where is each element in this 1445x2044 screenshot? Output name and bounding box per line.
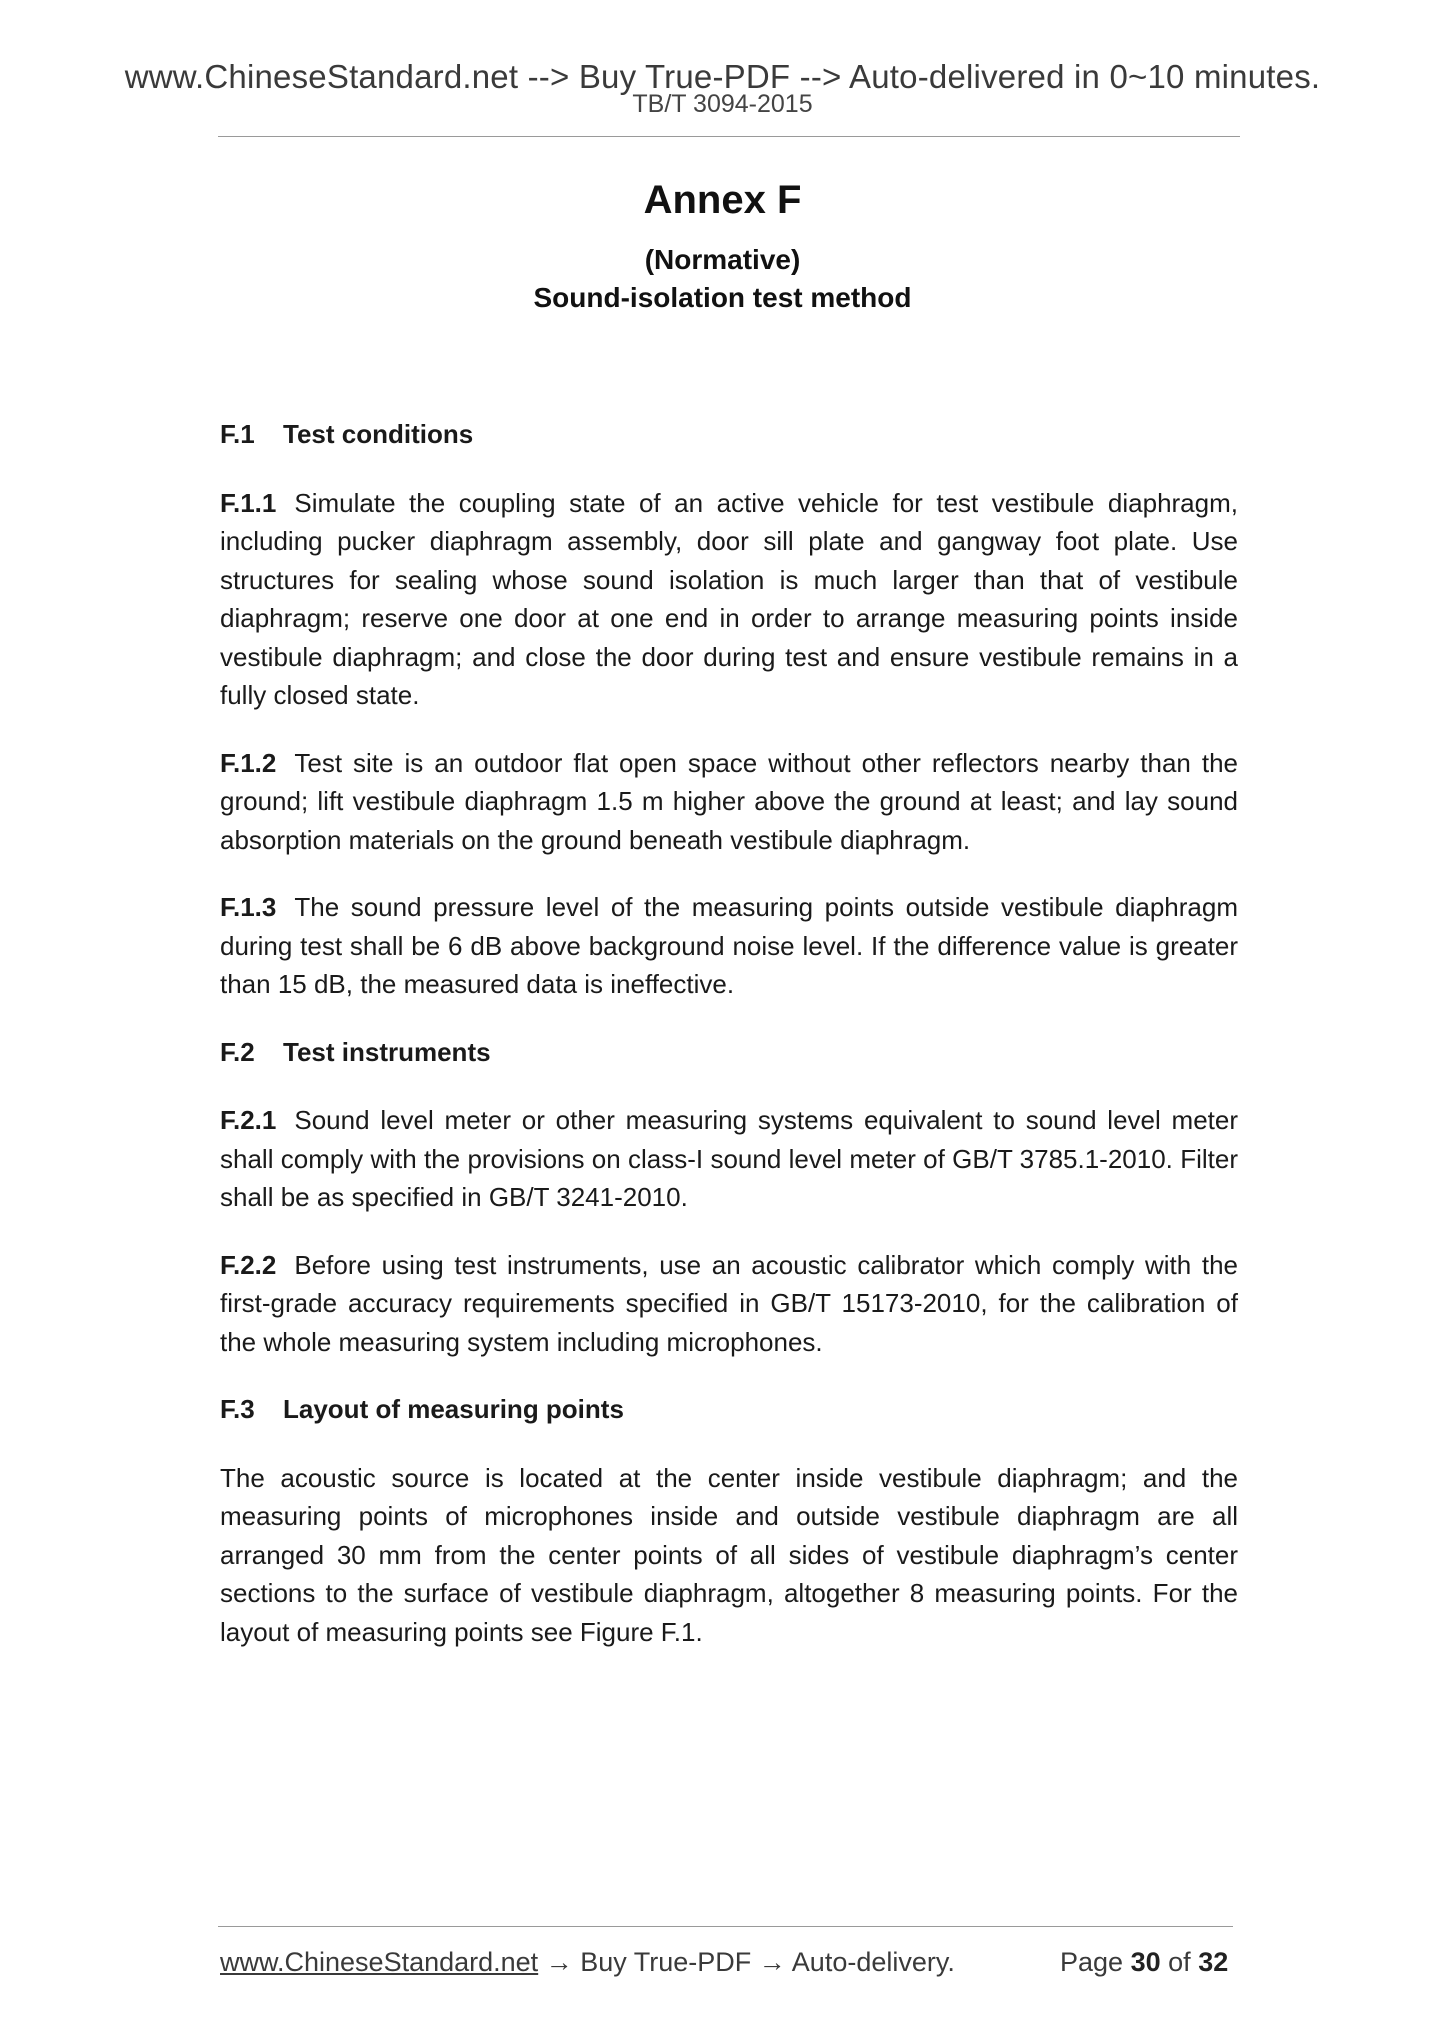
clause-text: The sound pressure level of the measuring points outside vestibule diaphragm during test shall be 6 dB above background noise level. If the difference value is greater than 15 dB, the measured data is ineffective.	[220, 892, 1238, 999]
section-heading-f3	[220, 1390, 1238, 1429]
page-of-label: of	[1168, 1947, 1191, 1977]
clause-text: Sound level meter or other measuring systems equivalent to sound level meter shall comply with the provisions on class-I sound level meter of GB/T 3785.1-2010. Filter shall be as specified in GB/T 3241-2010.	[220, 1105, 1238, 1212]
page-label: Page	[1060, 1947, 1124, 1977]
section-number: F.2	[220, 1036, 255, 1067]
footer-site-link[interactable]: www.ChineseStandard.net	[220, 1947, 539, 1977]
clause-f-1-1	[220, 484, 1238, 715]
annex-type: (Normative)	[644, 244, 801, 275]
clause-number: F.2.1	[220, 1105, 277, 1135]
clause-text: Simulate the coupling state of an active vehicle for test vestibule diaphragm, including pucker diaphragm assembly, door sill plate and gangway foot plate. Use structures for sealing whose sound isolation is much larger than that of vestibule diaphragm; reserve one door at one end in order to arrange measuring points inside vestibule diaphragm; and close the door during test and ensure vestibule remains in a fully closed state.	[220, 487, 1238, 710]
clause-number: F.1.3	[220, 892, 277, 922]
top-banner: www.ChineseStandard.net --> Buy True-PDF --> Auto-delivered in 0~10 minutes.	[124, 58, 1321, 95]
clause-text: Test site is an outdoor flat open space without other reflectors nearby than the ground; lift vestibule diaphragm 1.5 m higher above the ground at least; and lay sound absorption materials on the ground beneath vestibule diaphragm.	[220, 747, 1238, 855]
section-heading-f2	[220, 1033, 1238, 1072]
clause-f-1-3	[220, 888, 1238, 1004]
clause-number: F.2.2	[220, 1249, 277, 1280]
clause-f-2-1	[220, 1101, 1238, 1217]
document-body	[220, 415, 1238, 1680]
section-number: F.1	[220, 419, 255, 449]
footer-promo	[220, 1947, 955, 1978]
arrow-right-icon: →	[758, 1947, 786, 1977]
clause-f-2-2	[220, 1246, 1238, 1362]
page-number: 30	[1130, 1947, 1161, 1977]
section-title: Test instruments	[283, 1036, 491, 1067]
section-f-3-text: The acoustic source is located at the center inside vestibule diaphragm; and the measuring points of microphones inside and outside vestibule diaphragm are all arranged 30 mm from the center points of all sides of vestibule diaphragm’s center sections to the surface of vestibule diaphragm, altogether 8 measuring points. For the layout of measuring points see Figure F.1.	[220, 1462, 1238, 1647]
annex-subtitle: Sound-isolation test method	[533, 282, 912, 313]
footer-auto-text: Auto-delivery.	[791, 1947, 955, 1977]
document-code: TB/T 3094-2015	[632, 90, 813, 118]
clause-f-1-2	[220, 744, 1238, 860]
clause-text: Before using test instruments, use an acoustic calibrator which comply with the first-grade accuracy requirements specified in GB/T 15173-2010, for the calibration of the whole measuring system including microphones.	[220, 1249, 1238, 1357]
header-divider	[218, 136, 1240, 137]
section-title: Test conditions	[283, 419, 474, 449]
clause-number: F.1.1	[220, 487, 277, 518]
footer-buy-text: Buy True-PDF	[580, 1947, 752, 1977]
section-title: Layout of measuring points	[283, 1394, 624, 1424]
page-indicator	[1060, 1947, 1228, 1978]
clause-number: F.1.2	[220, 747, 277, 778]
footer-divider	[218, 1926, 1233, 1927]
page-total: 32	[1198, 1947, 1229, 1977]
arrow-right-icon: →	[545, 1947, 573, 1977]
section-number: F.3	[220, 1394, 255, 1424]
annex-title: Annex F	[643, 178, 802, 222]
section-heading-f1	[220, 415, 1238, 454]
